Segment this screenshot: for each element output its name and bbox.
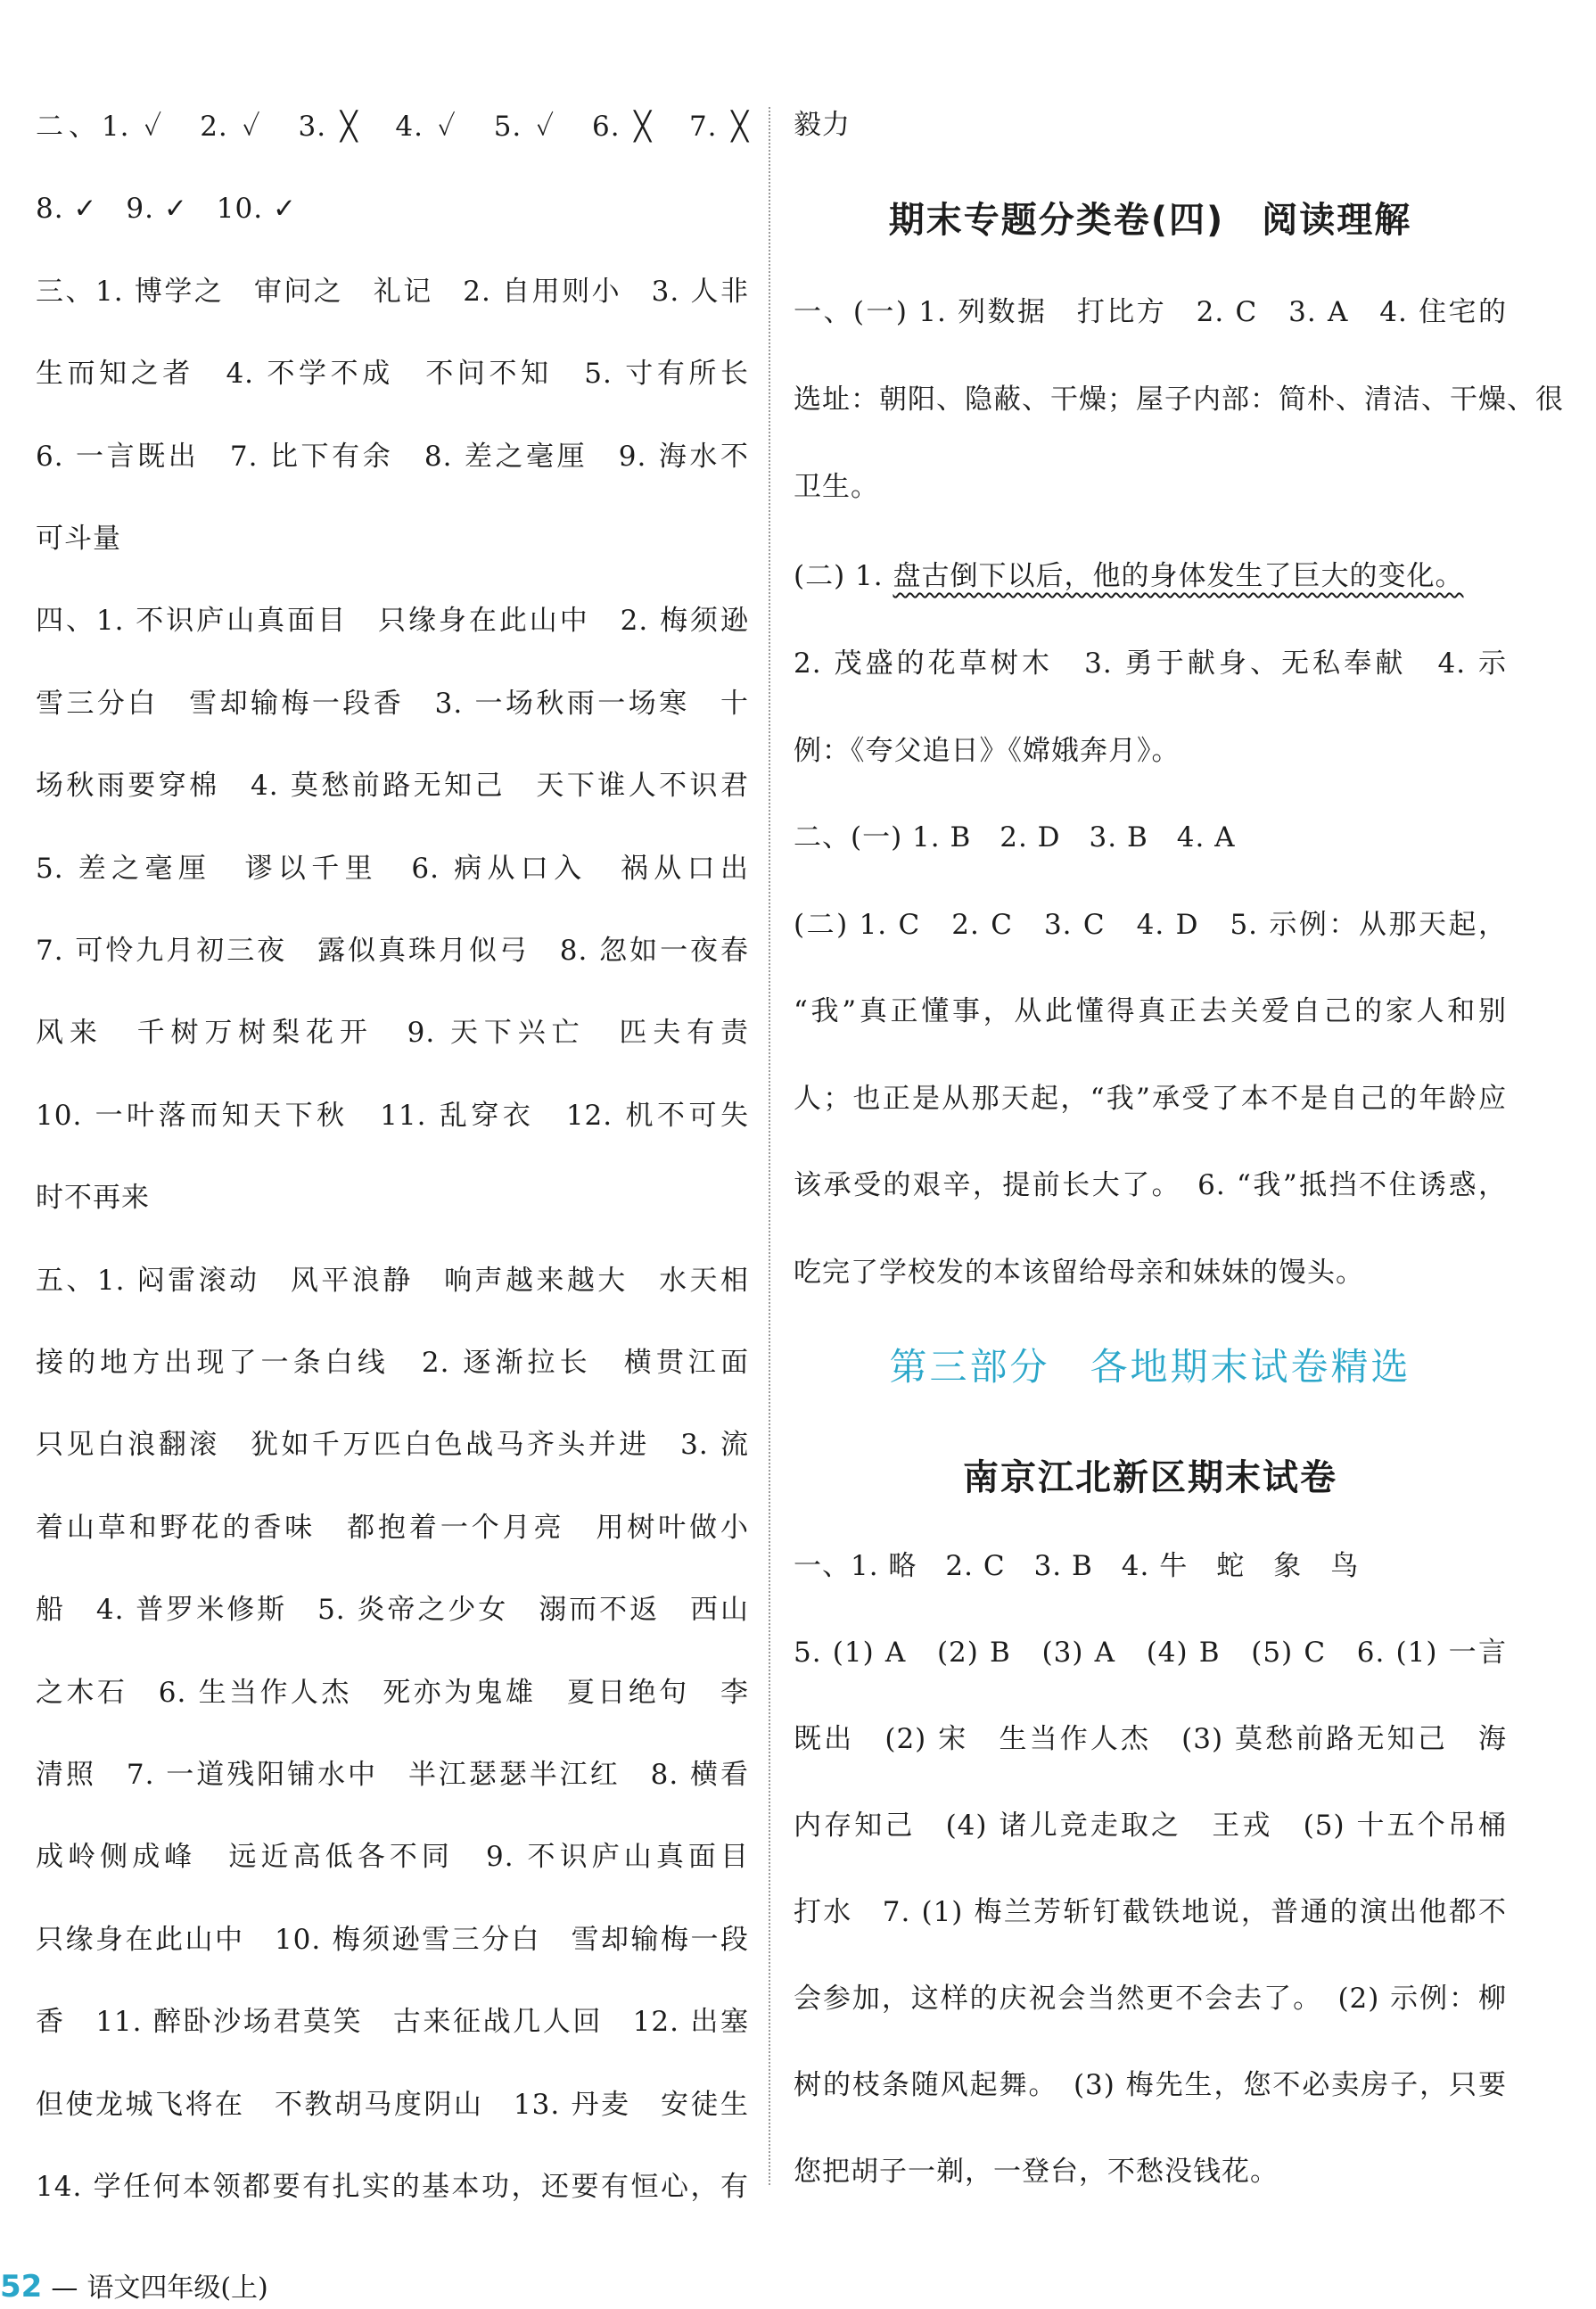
answer-line: 生而知之者 4. 不学不成 不问不知 5. 寸有所长 [36, 358, 749, 391]
answer-line: 打水 7. (1) 梅兰芳斩钉截铁地说，普通的演出他都不 [794, 1896, 1507, 1928]
answer-line: 5. (1) A (2) B (3) A (4) B (5) C 6. (1) 一言 [794, 1637, 1507, 1669]
answer-line: 五、1. 闷雷滚动 风平浪静 响声越来越大 水天相 [36, 1264, 749, 1297]
continuation-line: 毅力 [794, 109, 851, 141]
answer-line: 既出 (2) 宋 生当作人杰 (3) 莫愁前路无知己 海 [794, 1723, 1507, 1755]
answer-line: 内存知己 (4) 诸儿竞走取之 王戎 (5) 十五个吊桶 [794, 1810, 1507, 1842]
answer-line: 可斗量 [36, 523, 121, 555]
answer-line: 只缘身在此山中 10. 梅须逊雪三分白 雪却输梅一段 [36, 1923, 749, 1956]
wavy-underlined-sentence: 盘古倒下以后，他的身体发生了巨大的变化。 [893, 560, 1464, 592]
answer-line: 7. 可怜九月初三夜 露似真珠月似弓 8. 忽如一夜春 [36, 935, 749, 967]
answer-line: 10. 一叶落而知天下秋 11. 乱穿衣 12. 机不可失 [36, 1099, 749, 1132]
answer-line: 四、1. 不识庐山真面目 只缘身在此山中 2. 梅须逊 [36, 605, 749, 638]
answer-line: 会参加，这样的庆祝会当然更不会去了。 (2) 示例：柳 [794, 1983, 1507, 2015]
page-footer [0, 2265, 268, 2305]
footer-dash: — [51, 2272, 78, 2304]
answer-line: 香 11. 醉卧沙场君莫笑 古来征战几人回 12. 出塞 [36, 2006, 749, 2039]
answer-line: 8. ✓ 9. ✓ 10. ✓ [36, 193, 297, 226]
answer-line: 着山草和野花的香味 都抱着一个月亮 用树叶做小 [36, 1511, 749, 1544]
answer-line: 但使龙城飞将在 不教胡马度阴山 13. 丹麦 安徒生 [36, 2088, 749, 2121]
answer-line: 成岭侧成峰 远近高低各不同 9. 不识庐山真面目 [36, 1841, 749, 1874]
answer-line: “我”真正懂事，从此懂得真正去关爱自己的家人和别 [794, 995, 1507, 1027]
part-three-heading: 第三部分 各地期末试卷精选 [889, 1345, 1411, 1389]
answer-line: 时不再来 [36, 1182, 150, 1215]
answer-line: 6. 一言既出 7. 比下有余 8. 差之毫厘 9. 海水不 [36, 440, 749, 473]
answer-line: 例：《夸父追日》《嫦娥奔月》。 [794, 734, 1181, 767]
answer-line: 选址：朝阳、隐蔽、干燥；屋子内部：简朴、清洁、干燥、很 [794, 383, 1564, 416]
answer-line: 船 4. 普罗米修斯 5. 炎帝之少女 溺而不返 西山 [36, 1594, 749, 1627]
section-heading-reading: 期末专题分类卷(四) 阅读理解 [888, 200, 1412, 241]
answer-line: 树的枝条随风起舞。 (3) 梅先生，您不必卖房子，只要 [794, 2069, 1507, 2101]
answer-line: 场秋雨要穿棉 4. 莫愁前路无知己 天下谁人不识君 [36, 770, 749, 803]
answer-line: 该承受的艰辛，提前长大了。 6. “我”抵挡不住诱惑， [794, 1169, 1507, 1201]
answer-line: 风来 千树万树梨花开 9. 天下兴亡 匹夫有责 [36, 1017, 749, 1050]
answer-line: 三、1. 博学之 审问之 礼记 2. 自用则小 3. 人非 [36, 275, 749, 308]
book-title: 语文四年级(上) [86, 2272, 268, 2304]
page-number: 52 [0, 2269, 43, 2305]
answer-line: 二、1. ✓ 2. ✓ 3. ╳ 4. ✓ 5. ✓ 6. ╳ 7. ╳ [36, 111, 749, 143]
answer-line: (二) 1. C 2. C 3. C 4. D 5. 示例：从那天起， [794, 908, 1507, 941]
answer-line: 人；也正是从那天起，“我”承受了本不是自己的年龄应 [794, 1082, 1507, 1115]
answer-line: 吃完了学校发的本该留给母亲和妹妹的馒头。 [794, 1256, 1364, 1289]
answer-line: 2. 茂盛的花草树木 3. 勇于献身、无私奉献 4. 示 [794, 647, 1507, 680]
answer-line: 14. 学任何本领都要有扎实的基本功，还要有恒心，有 [36, 2171, 749, 2203]
answer-line-wavy [794, 558, 1463, 594]
answer-line: 一、(一) 1. 列数据 打比方 2. C 3. A 4. 住宅的 [794, 296, 1507, 328]
answer-line: 卫生。 [794, 471, 879, 503]
answer-line: 一、1. 略 2. C 3. B 4. 牛 蛇 象 鸟 [794, 1550, 1360, 1582]
answer-line: 雪三分白 雪却输梅一段香 3. 一场秋雨一场寒 十 [36, 687, 749, 720]
answer-line: 之木石 6. 生当作人杰 死亦为鬼雄 夏日绝句 李 [36, 1676, 749, 1709]
answer-line: 5. 差之毫厘 谬以千里 6. 病从口入 祸从口出 [36, 852, 749, 885]
section-heading-nanjing: 南京江北新区期末试卷 [963, 1457, 1337, 1498]
answer-label: (二) 1. [794, 560, 884, 592]
answer-line: 清照 7. 一道残阳铺水中 半江瑟瑟半江红 8. 横看 [36, 1759, 749, 1791]
answer-line: 二、(一) 1. B 2. D 3. B 4. A [794, 821, 1236, 854]
answer-line: 接的地方出现了一条白线 2. 逐渐拉长 横贯江面 [36, 1347, 749, 1379]
answer-line: 您把胡子一剃，一登台，不愁没钱花。 [794, 2156, 1279, 2188]
column-divider [769, 107, 770, 2185]
answer-line: 只见白浪翻滚 犹如千万匹白色战马齐头并进 3. 流 [36, 1429, 749, 1462]
